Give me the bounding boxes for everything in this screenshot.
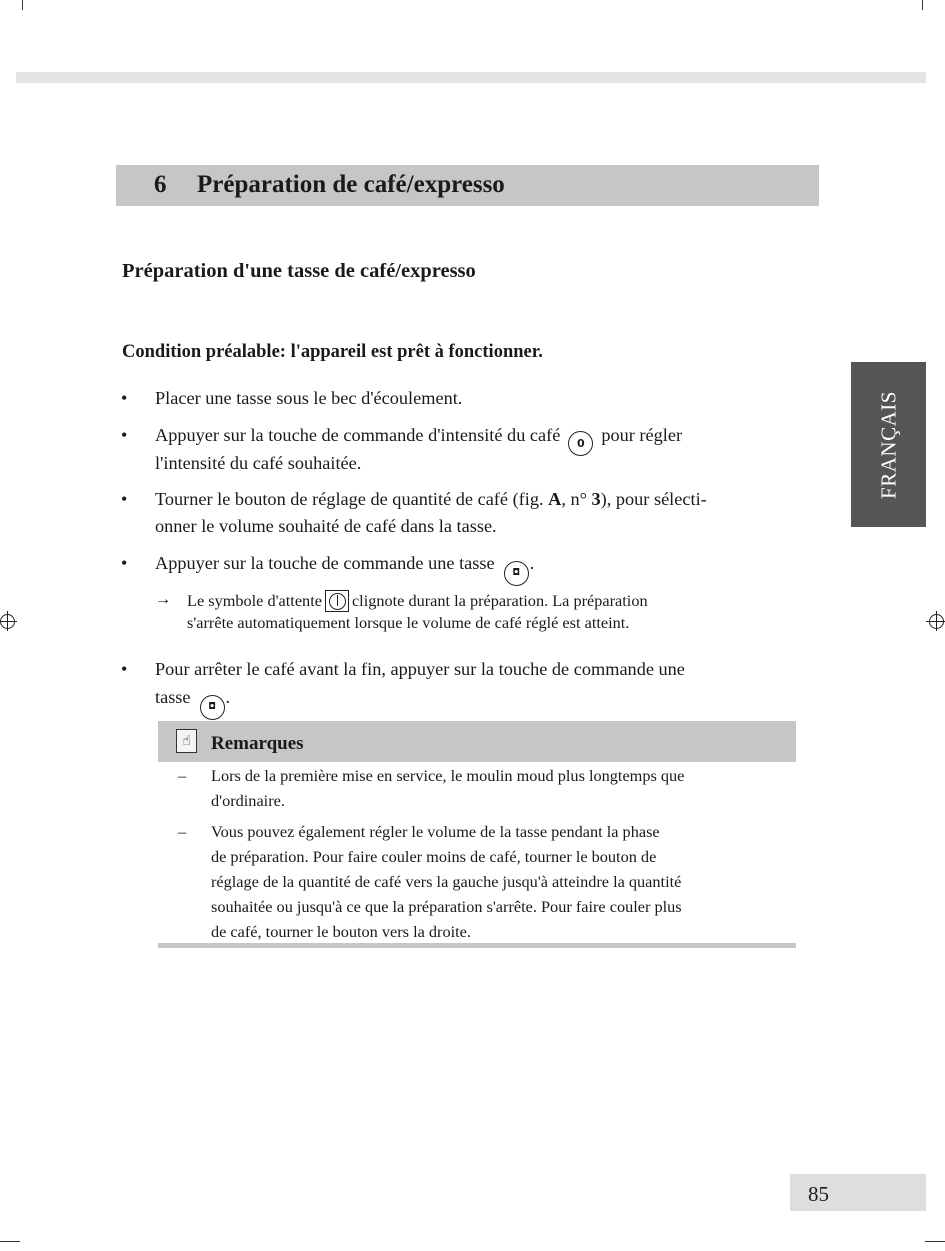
registration-mark-icon: [929, 614, 944, 629]
remark-text: souhaitée ou jusqu'à ce que la préparation s'arrête. Pour faire couler plus: [211, 897, 682, 916]
one-cup-icon: ◘: [504, 561, 529, 586]
remark-text: réglage de la quantité de café vers la gauche jusqu'à atteindre la quantité: [211, 872, 682, 891]
remarks-bottom-rule: [158, 943, 796, 948]
instruction-step-cont: onner le volume souhaité de café dans la tasse.: [155, 516, 497, 536]
language-tab: [851, 362, 926, 527]
instruction-step: Placer une tasse sous le bec d'écoulement.: [155, 388, 463, 408]
remarks-header: [158, 721, 796, 762]
remark-text: de café, tourner le bouton vers la droite.: [211, 922, 471, 941]
remark-text: Vous pouvez également régler le volume de la tasse pendant la phase: [211, 822, 660, 841]
instruction-step: Appuyer sur la touche de commande d'intensité du café 0 pour régler: [155, 426, 682, 456]
section-subheading: Préparation d'une tasse de café/expresso: [122, 260, 476, 282]
bullet-marker: •: [121, 388, 128, 408]
result-text: Le symbole d'attente clignote durant la préparation. La préparation: [187, 591, 648, 610]
prerequisite-text: Condition préalable: l'appareil est prêt à fonctionner.: [122, 342, 543, 362]
instruction-step: Appuyer sur la touche de commande une tasse ◘ .: [155, 554, 534, 586]
instruction-step: Pour arrêter le café avant la fin, appuyer sur la touche de commande une: [155, 659, 685, 679]
one-cup-icon: ◘: [200, 695, 225, 720]
bullet-marker: •: [121, 553, 128, 573]
crop-mark: [925, 1241, 945, 1242]
crop-mark: [22, 0, 23, 10]
coffee-bean-icon: 0: [568, 431, 593, 456]
chapter-number: 6: [154, 171, 167, 198]
crop-mark: [922, 0, 923, 10]
hand-note-icon: ☝: [176, 729, 197, 753]
page-number-box: [790, 1174, 926, 1211]
result-text-cont: s'arrête automatiquement lorsque le volume de café réglé est atteint.: [187, 613, 630, 632]
crop-mark: [0, 1241, 20, 1242]
bullet-marker: •: [121, 425, 128, 445]
remark-text: de préparation. Pour faire couler moins de café, tourner le bouton de: [211, 847, 657, 866]
bullet-marker: •: [121, 489, 128, 509]
language-tab-label: FRANÇAIS: [876, 390, 900, 499]
page-number: 85: [808, 1182, 829, 1206]
instruction-step-cont: l'intensité du café souhaitée.: [155, 453, 362, 473]
remark-text: Lors de la première mise en service, le moulin moud plus longtemps que: [211, 766, 685, 785]
remarks-title: Remarques: [211, 733, 304, 754]
remark-dash: –: [178, 822, 187, 841]
chapter-heading-bar: [116, 165, 819, 206]
remark-dash: –: [178, 766, 187, 785]
chapter-title: Préparation de café/expresso: [197, 171, 505, 198]
bullet-marker: •: [121, 659, 128, 679]
registration-mark-icon: [0, 614, 15, 629]
result-arrow: →: [155, 589, 172, 608]
instruction-step: Tourner le bouton de réglage de quantité de café (fig. A, n° 3), pour sélecti-: [155, 489, 707, 509]
remark-text: d'ordinaire.: [211, 791, 285, 810]
header-rule: [16, 72, 926, 83]
standby-icon: [325, 590, 349, 612]
instruction-step-cont: tasse ◘ .: [155, 688, 230, 720]
